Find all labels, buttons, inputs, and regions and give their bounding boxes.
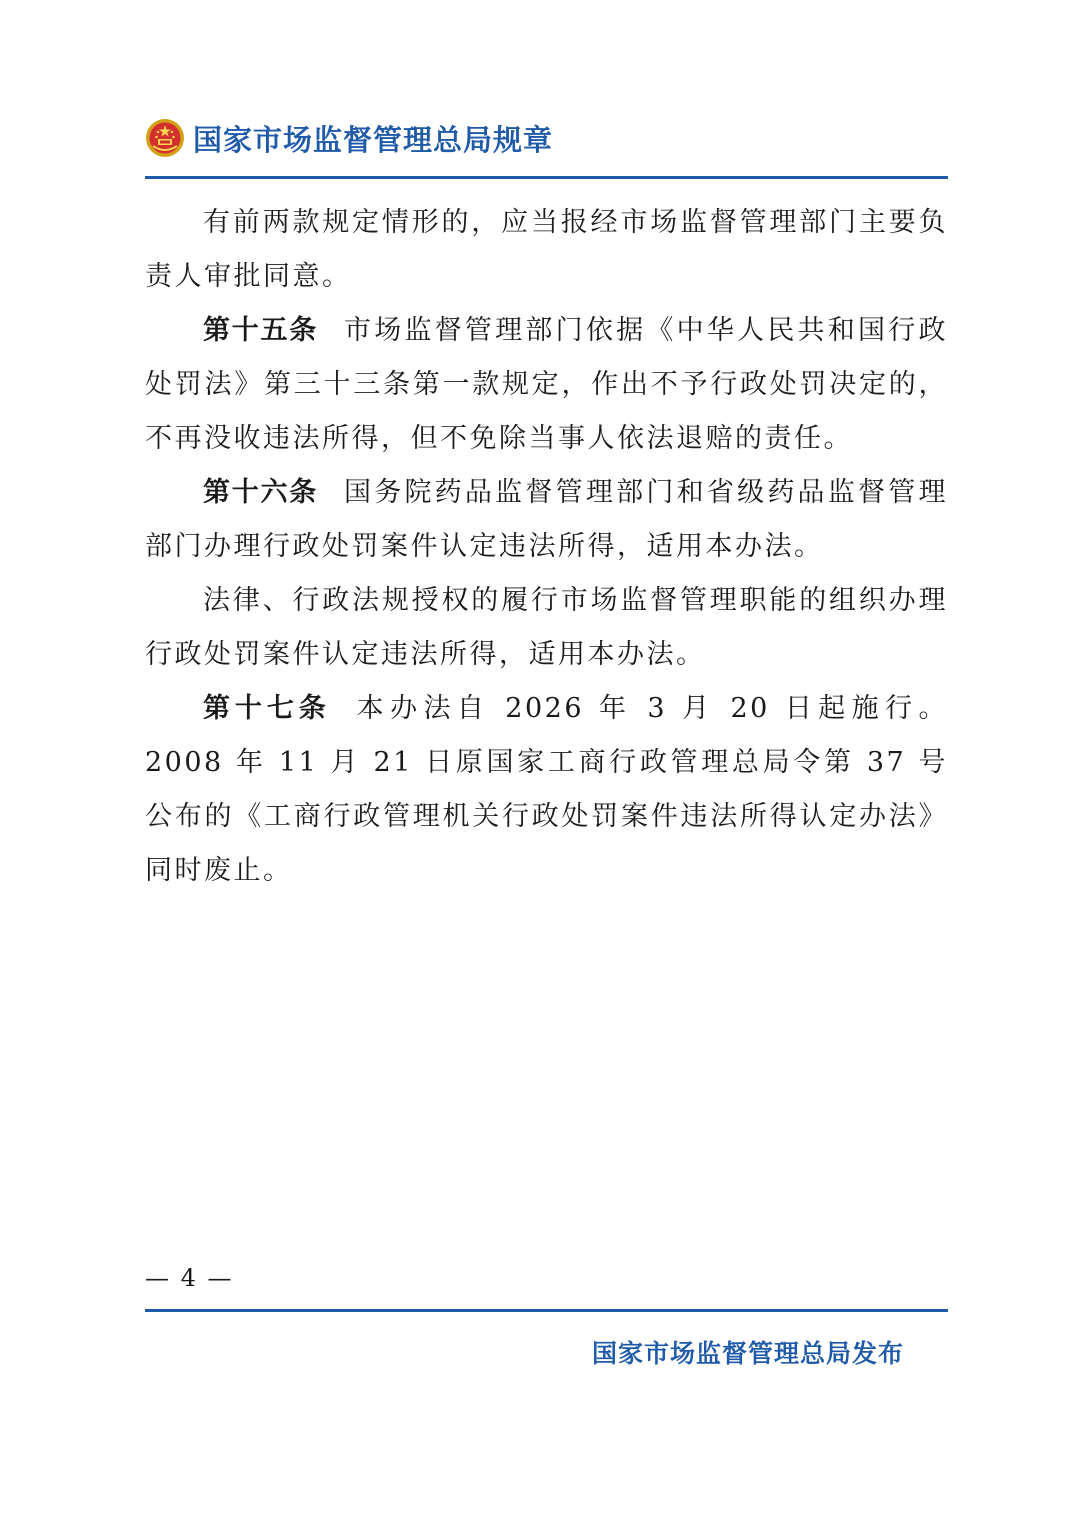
paragraph-text: 法律、行政法规授权的履行市场监督管理职能的组织办理行政处罚案件认定违法所得，适用本办法。 (145, 585, 948, 670)
page-number: — 4 — (145, 1264, 234, 1292)
article-15 (145, 304, 948, 466)
footer-divider (145, 1309, 948, 1312)
header-divider (145, 176, 948, 179)
article-16-text: 国务院药品监督管理部门和省级药品监督管理部门办理行政处罚案件认定违法所得，适用本办法。 (145, 477, 949, 562)
article-15-heading: 第十五条 (203, 315, 318, 346)
article-16-paragraph-2 (145, 574, 948, 682)
paragraph-text: 有前两款规定情形的，应当报经市场监督管理部门主要负责人审批同意。 (145, 207, 948, 292)
paragraph-approval (145, 196, 948, 304)
document-body (145, 196, 948, 898)
article-17-heading: 第十七条 (203, 693, 331, 724)
publisher-label: 国家市场监督管理总局发布 (592, 1339, 905, 1368)
article-16-heading: 第十六条 (203, 477, 318, 508)
header-title: 国家市场监督管理总局规章 (193, 122, 554, 157)
article-16 (145, 466, 948, 574)
article-17-text: 本办法自 2026 年 3 月 20 日起施行。2008 年 11 月 21 日原国家工商行政管理总局令第 37 号公布的《工商行政管理机关行政处罚案件违法所得认定办法》同时废止。 (145, 693, 948, 886)
page-header (145, 112, 948, 164)
article-15-text: 市场监督管理部门依据《中华人民共和国行政处罚法》第三十三条第一款规定，作出不予行政处罚决定的，不再没收违法所得，但不免除当事人依法退赔的责任。 (145, 315, 949, 454)
national-emblem-icon (145, 118, 185, 158)
article-17 (145, 682, 948, 898)
